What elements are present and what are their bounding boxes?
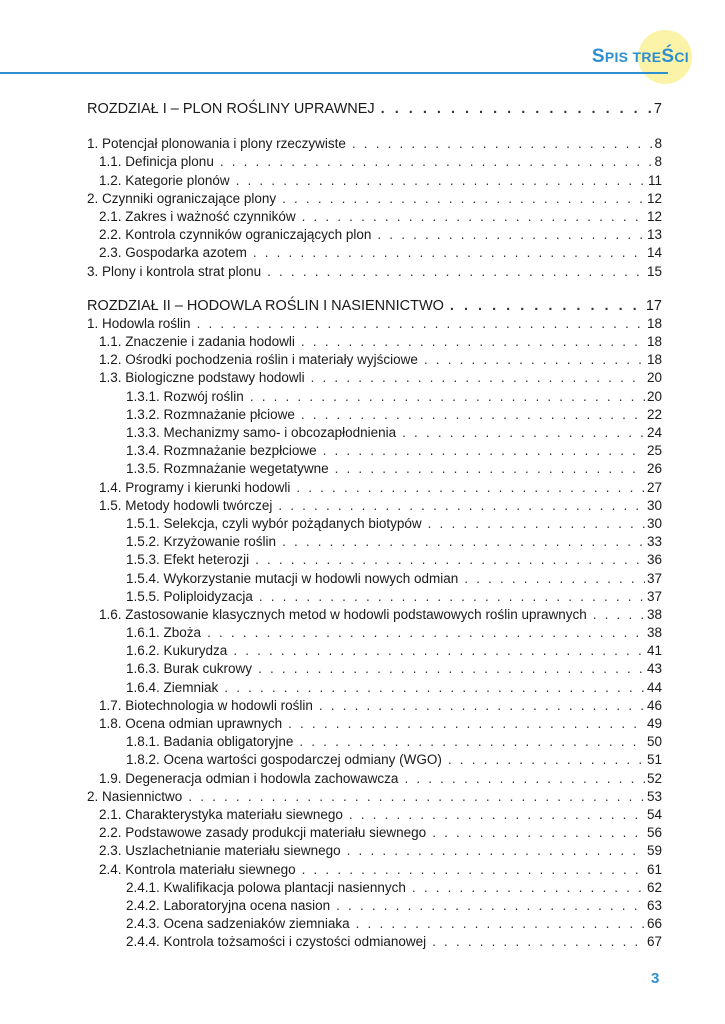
toc-page: 52: [646, 770, 662, 786]
toc-entry[interactable]: [87, 406, 662, 424]
toc-entry[interactable]: [87, 533, 662, 551]
dot-leader: [188, 788, 645, 806]
toc-entry[interactable]: [87, 497, 662, 515]
header-title: SPIS TREŚCI: [591, 46, 689, 67]
dot-leader: [197, 315, 645, 333]
spacer: [87, 118, 662, 135]
toc-label: ROZDZIAŁ I – PLON ROŚLINY UPRAWNEJ: [87, 101, 375, 117]
toc-label: 3. Plony i kontrola strat plonu: [87, 263, 262, 279]
dot-leader: [377, 226, 645, 244]
toc-chapter-1-entries: [87, 135, 662, 281]
toc-page: 41: [646, 643, 662, 659]
toc-page: 63: [646, 897, 662, 913]
dot-leader: [255, 551, 645, 569]
toc-entry[interactable]: [87, 879, 662, 897]
dot-leader: [424, 351, 645, 369]
dot-leader: [432, 933, 645, 951]
toc-entry[interactable]: [87, 624, 662, 642]
toc-entry[interactable]: [87, 733, 662, 751]
toc-entry[interactable]: [87, 660, 662, 678]
toc-entry[interactable]: [87, 442, 662, 460]
dot-leader: [349, 806, 645, 824]
toc-label: 1.7. Biotechnologia w hodowli roślin: [99, 697, 313, 713]
dot-leader: [335, 460, 645, 478]
toc-label: 2.2. Kontrola czynników ograniczających plon: [99, 227, 372, 243]
toc-page: 7: [653, 101, 662, 117]
toc-entry[interactable]: [87, 788, 662, 806]
toc-entry[interactable]: [87, 351, 662, 369]
toc-page: 46: [646, 697, 662, 713]
toc-entry[interactable]: [87, 897, 662, 915]
toc-entry[interactable]: [87, 208, 662, 226]
toc-entry[interactable]: [87, 570, 662, 588]
table-of-contents: [87, 100, 662, 951]
toc-page: 12: [646, 190, 662, 206]
toc-page: 12: [646, 208, 662, 224]
dot-leader: [253, 244, 645, 262]
toc-entry[interactable]: [87, 190, 662, 208]
toc-label: 1.8.1. Badania obligatoryjne: [126, 734, 294, 750]
toc-label: 2. Czynniki ograniczające plony: [87, 190, 277, 206]
toc-label: 1.5.2. Krzyżowanie roślin: [126, 534, 277, 550]
dot-leader: [323, 442, 645, 460]
toc-label: 1.3.4. Rozmnażanie bezpłciowe: [126, 443, 317, 459]
dot-leader: [302, 208, 645, 226]
toc-entry[interactable]: [87, 172, 662, 190]
toc-label: 2.4.4. Kontrola tożsamości i czystości odmianowej: [126, 934, 427, 950]
toc-entry[interactable]: [87, 842, 662, 860]
dot-leader: [381, 100, 652, 118]
toc-entry[interactable]: [87, 642, 662, 660]
toc-page: 66: [646, 916, 662, 932]
dot-leader: [288, 715, 645, 733]
dot-leader: [259, 588, 645, 606]
toc-entry[interactable]: [87, 244, 662, 262]
toc-label: 1.6.3. Burak cukrowy: [126, 661, 253, 677]
dot-leader: [428, 515, 645, 533]
toc-entry[interactable]: [87, 770, 662, 788]
toc-label: 2.1. Charakterystyka materiału siewnego: [99, 806, 343, 822]
dot-leader: [464, 570, 645, 588]
toc-label: 1.3.5. Rozmnażanie wegetatywne: [126, 461, 329, 477]
toc-page: 50: [646, 734, 662, 750]
toc-entry[interactable]: [87, 135, 662, 153]
toc-page: 20: [646, 388, 662, 404]
toc-entry[interactable]: [87, 315, 662, 333]
toc-entry[interactable]: [87, 915, 662, 933]
toc-label: 2.4.3. Ocena sadzeniaków ziemniaka: [126, 916, 350, 932]
toc-label: 1.2. Kategorie plonów: [99, 172, 230, 188]
toc-page: 33: [646, 534, 662, 550]
toc-label: 1.5.5. Poliploidyzacja: [126, 588, 253, 604]
toc-label: 1.6. Zastosowanie klasycznych metod w hodowli podstawowych roślin uprawnych: [99, 606, 587, 622]
toc-label: 1.5.4. Wykorzystanie mutacji w hodowli nowych odmian: [126, 570, 459, 586]
toc-page: 11: [647, 172, 662, 188]
toc-page: 18: [646, 334, 662, 350]
dot-leader: [236, 172, 646, 190]
toc-label: 2.1. Zakres i ważność czynników: [99, 208, 296, 224]
toc-label: 1. Hodowla roślin: [87, 315, 191, 331]
dot-leader: [448, 751, 645, 769]
toc-page: 24: [646, 425, 662, 440]
dot-leader: [207, 624, 645, 642]
toc-entry[interactable]: [87, 679, 662, 697]
toc-entry[interactable]: [87, 551, 662, 569]
toc-entry[interactable]: [87, 588, 662, 606]
toc-label: 2.2. Podstawowe zasady produkcji materiału siewnego: [99, 825, 427, 841]
dot-leader: [432, 824, 645, 842]
toc-label: 2.4.2. Laboratoryjna ocena nasion: [126, 897, 331, 913]
toc-entry[interactable]: [87, 460, 662, 478]
dot-leader: [311, 369, 645, 387]
toc-label: 1.6.4. Ziemniak: [126, 679, 219, 695]
toc-entry[interactable]: [87, 226, 662, 244]
toc-page: 20: [646, 370, 662, 386]
dot-leader: [336, 897, 645, 915]
dot-leader: [278, 497, 645, 515]
toc-page: 62: [646, 879, 662, 895]
toc-page: 17: [645, 297, 662, 314]
toc-entry[interactable]: [87, 388, 662, 406]
toc-entry[interactable]: [87, 369, 662, 387]
dot-leader: [319, 697, 645, 715]
toc-page: 44: [646, 679, 662, 695]
dot-leader: [593, 606, 645, 624]
toc-label: 2.4.1. Kwalifikacja polowa plantacji nasiennych: [126, 879, 406, 895]
toc-entry[interactable]: [87, 806, 662, 824]
toc-chapter-1[interactable]: [87, 100, 662, 118]
spacer: [87, 281, 662, 297]
toc-entry[interactable]: [87, 479, 662, 497]
toc-label: 1.6.1. Zboża: [126, 625, 202, 641]
dot-leader: [301, 333, 645, 351]
toc-label: 1.6.2. Kukurydza: [126, 643, 228, 659]
toc-page: 37: [646, 570, 662, 586]
toc-label: ROZDZIAŁ II – HODOWLA ROŚLIN I NASIENNICTWO: [87, 297, 444, 314]
toc-page: 53: [646, 788, 662, 804]
toc-entry[interactable]: [87, 751, 662, 769]
dot-leader: [356, 915, 645, 933]
toc-entry[interactable]: [87, 933, 662, 951]
toc-label: 1.8. Ocena odmian uprawnych: [99, 716, 283, 731]
dot-leader: [282, 190, 645, 208]
toc-label: 1.3.2. Rozmnażanie płciowe: [126, 406, 295, 422]
toc-page: 13: [646, 227, 662, 243]
toc-page: 22: [646, 406, 662, 422]
toc-chapter-2-entries: [87, 315, 662, 952]
dot-leader: [233, 642, 645, 660]
dot-leader: [282, 533, 645, 551]
toc-page: 18: [646, 352, 662, 368]
dot-leader: [267, 263, 645, 281]
toc-label: 2.4. Kontrola materiału siewnego: [99, 861, 296, 877]
header-rule: [0, 72, 668, 74]
toc-page: 18: [646, 315, 662, 331]
toc-label: 1.3.1. Rozwój roślin: [126, 388, 244, 404]
toc-page: 14: [646, 245, 662, 261]
dot-leader: [450, 297, 644, 315]
toc-label: 1.9. Degeneracja odmian i hodowla zachowawcza: [99, 770, 399, 786]
dot-leader: [347, 842, 645, 860]
toc-entry[interactable]: [87, 515, 662, 533]
toc-label: 1. Potencjał plonowania i plony rzeczywiste: [87, 136, 346, 152]
toc-page: 30: [646, 515, 662, 531]
dot-leader: [301, 406, 645, 424]
toc-page: 8: [654, 136, 662, 152]
toc-label: 1.2. Ośrodki pochodzenia roślin i materiały wyjściowe: [99, 352, 418, 368]
dot-leader: [412, 879, 645, 897]
toc-page: 15: [646, 263, 662, 279]
dot-leader: [404, 770, 645, 788]
toc-chapter-2[interactable]: [87, 297, 662, 315]
toc-entry[interactable]: [87, 333, 662, 351]
toc-page: 25: [646, 443, 662, 459]
toc-entry[interactable]: [87, 697, 662, 715]
toc-label: 2. Nasiennictwo: [87, 788, 183, 804]
toc-page: 59: [646, 843, 662, 859]
toc-label: 1.1. Definicja plonu: [99, 154, 214, 170]
toc-page: 8: [654, 154, 662, 170]
toc-label: 1.3.3. Mechanizmy samo- i obcozapłodnienia: [126, 425, 397, 440]
toc-page: 67: [646, 934, 662, 950]
dot-leader: [250, 388, 645, 406]
toc-label: 1.5. Metody hodowli twórczej: [99, 497, 273, 513]
toc-label: 1.5.3. Efekt heterozji: [126, 552, 250, 568]
dot-leader: [402, 424, 645, 442]
toc-page: 56: [646, 825, 662, 841]
toc-page: 51: [646, 752, 662, 768]
toc-entry[interactable]: [87, 715, 662, 733]
toc-page: 36: [646, 552, 662, 568]
dot-leader: [296, 479, 645, 497]
toc-entry[interactable]: [87, 153, 662, 171]
page-number: 3: [651, 970, 660, 987]
toc-label: 1.4. Programy i kierunki hodowli: [99, 479, 291, 495]
toc-page: 38: [646, 606, 662, 622]
toc-label: 1.5.1. Selekcja, czyli wybór pożądanych biotypów: [126, 515, 422, 531]
toc-entry[interactable]: [87, 824, 662, 842]
toc-label: 1.3. Biologiczne podstawy hodowli: [99, 370, 305, 386]
toc-page: 49: [646, 716, 662, 731]
toc-entry[interactable]: [87, 263, 662, 281]
toc-label: 2.3. Gospodarka azotem: [99, 245, 247, 261]
toc-page: 43: [646, 661, 662, 677]
toc-entry[interactable]: [87, 861, 662, 879]
dot-leader: [302, 861, 645, 879]
dot-leader: [224, 679, 645, 697]
toc-label: 1.8.2. Ocena wartości gospodarczej odmiany (WGO): [126, 752, 442, 768]
toc-page: 37: [646, 588, 662, 604]
toc-entry[interactable]: [87, 424, 662, 442]
toc-page: 38: [646, 625, 662, 641]
toc-page: 26: [646, 461, 662, 477]
dot-leader: [352, 135, 653, 153]
toc-page: 30: [646, 497, 662, 513]
toc-entry[interactable]: [87, 606, 662, 624]
toc-page: 61: [646, 861, 662, 877]
dot-leader: [299, 733, 645, 751]
toc-label: 1.1. Znaczenie i zadania hodowli: [99, 334, 295, 350]
toc-page: 27: [646, 479, 662, 495]
toc-label: 2.3. Uszlachetnianie materiału siewnego: [99, 843, 341, 859]
dot-leader: [220, 153, 653, 171]
toc-page: 54: [646, 806, 662, 822]
dot-leader: [258, 660, 645, 678]
